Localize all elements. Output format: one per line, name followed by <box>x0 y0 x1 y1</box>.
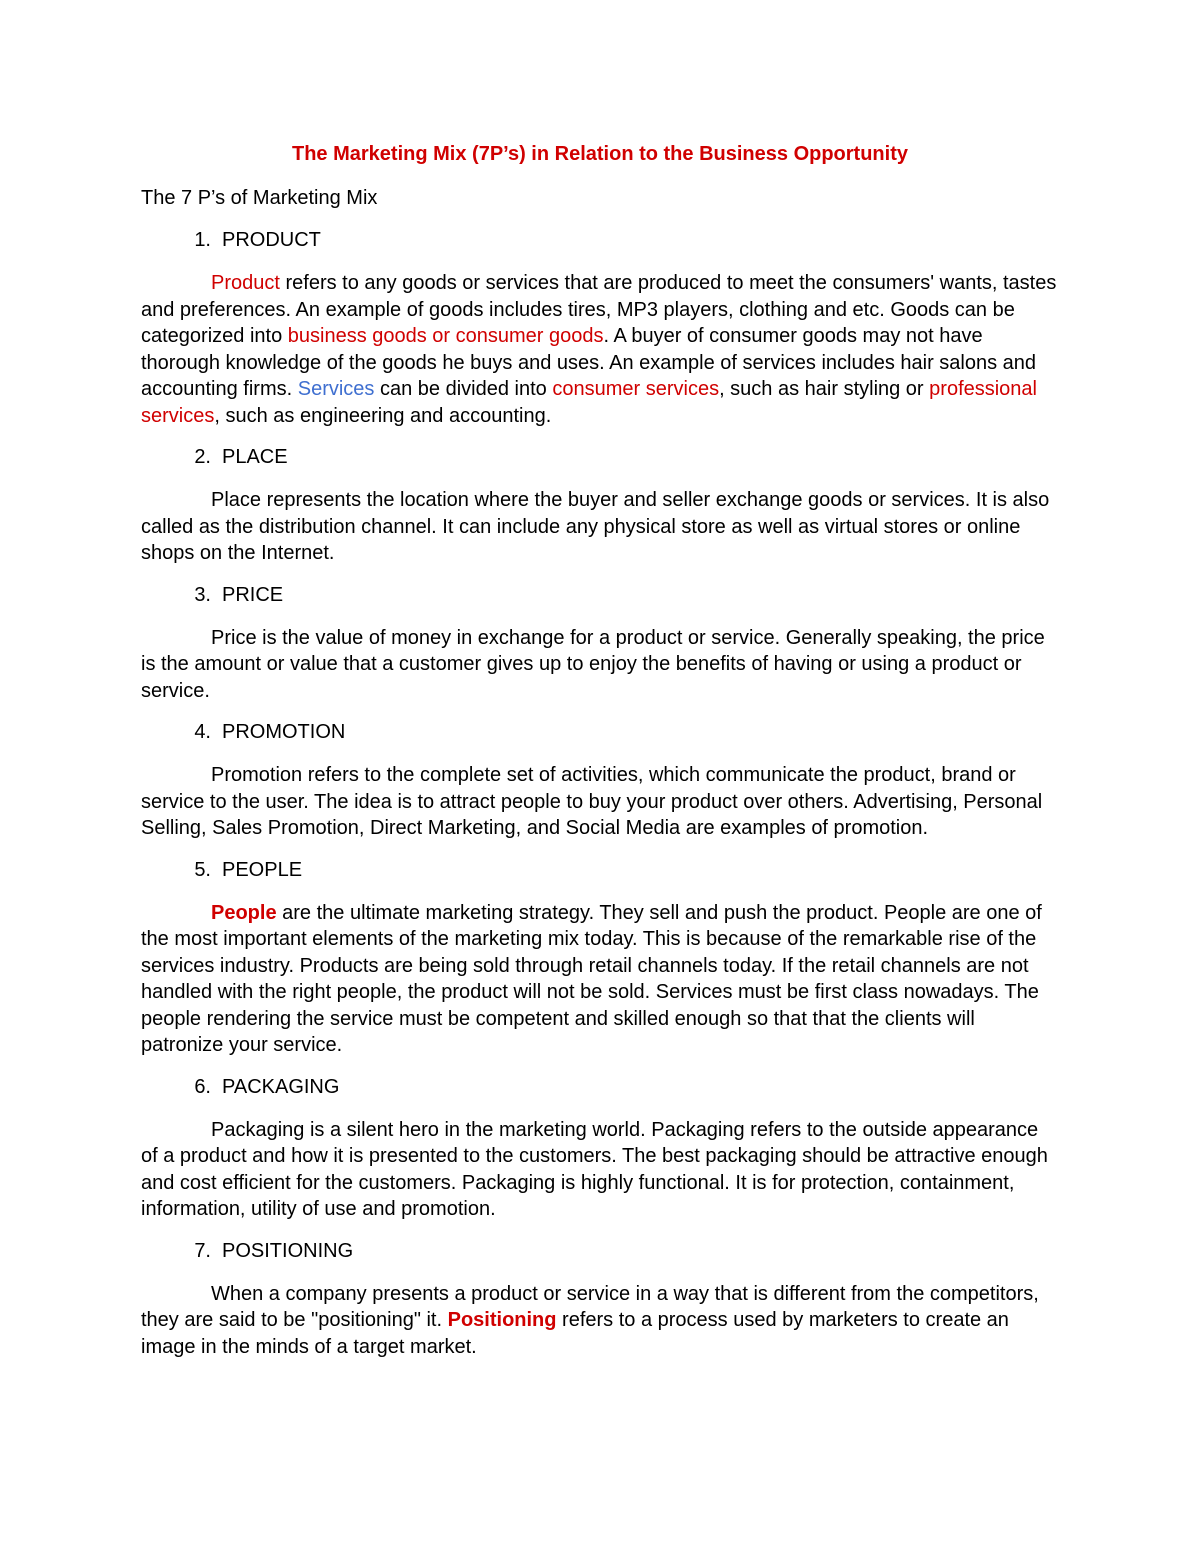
section-number: 4. <box>194 721 211 743</box>
section-number: 1. <box>194 229 211 251</box>
section-heading <box>141 720 1059 744</box>
section-heading-text: PLACE <box>222 446 288 468</box>
paragraph-text: can be divided into <box>374 378 553 400</box>
section-people <box>141 858 1059 1059</box>
term-highlight: consumer services <box>552 378 720 400</box>
section-positioning <box>141 1239 1059 1361</box>
section-number: 6. <box>194 1075 211 1098</box>
section-heading <box>141 1075 1059 1099</box>
section-number: 5. <box>194 858 211 881</box>
section-place <box>141 445 1059 567</box>
section-heading-text: POSITIONING <box>222 1239 354 1262</box>
section-paragraph <box>141 900 1059 1059</box>
paragraph-text: are the ultimate marketing strategy. They sell and push the product. People are one of the most important elements of the marketing mix today. This is because of the remarkable rise of the services industry. Products are being sold through retail channels today. If the retail channels are not handled with the right people, the product will not be sold. Services must be first class nowadays. The people rendering the service must be competent and skilled enough so that that the clients will patronize your service. <box>141 901 1042 1056</box>
section-paragraph <box>141 487 1059 567</box>
section-paragraph <box>141 270 1059 429</box>
section-heading-text: PRICE <box>222 583 284 606</box>
paragraph-text: , such as engineering and accounting. <box>214 404 552 427</box>
term-highlight: business goods or consumer goods <box>287 325 604 347</box>
section-heading <box>141 858 1059 882</box>
section-heading-text: PACKAGING <box>222 1075 340 1098</box>
term-highlight: Product <box>211 272 280 294</box>
paragraph-text: Promotion refers to the complete set of activities, which communicate the product, brand or service to the user. The idea is to attract people to buy your product over others. Advertising, Personal Selling, Sales Promotion, Direct Marketing, and Social Media are examples of promotion. <box>141 764 1043 839</box>
term-highlight: People <box>211 901 277 924</box>
section-heading-text: PEOPLE <box>222 858 303 881</box>
section-heading <box>141 445 1059 469</box>
section-number: 2. <box>194 446 211 468</box>
paragraph-text: Price is the value of money in exchange for a product or service. Generally speaking, the price is the amount or value that a customer gives up to enjoy the benefits of having or using a product or service. <box>141 626 1045 702</box>
section-packaging <box>141 1075 1059 1223</box>
term-highlight: Services <box>297 378 375 400</box>
term-highlight: Positioning <box>447 1309 557 1331</box>
paragraph-text: Packaging is a silent hero in the marketing world. Packaging refers to the outside appearance of a product and how it is presented to the customers. The best packaging should be attractive enough and cost efficient for the customers. Packaging is highly functional. It is for protection, containment, information, utility of use and promotion. <box>141 1118 1048 1220</box>
section-paragraph <box>141 625 1059 705</box>
section-heading <box>141 228 1059 252</box>
section-heading-text: PROMOTION <box>222 721 346 743</box>
paragraph-text: refers to a process used by marketers to create an image in the minds of a target market. <box>141 1309 1009 1358</box>
section-number: 3. <box>194 583 211 606</box>
section-product <box>141 228 1059 429</box>
section-paragraph <box>141 1117 1059 1223</box>
section-heading-text: PRODUCT <box>222 229 321 251</box>
paragraph-text: refers to any goods or services that are produced to meet the consumers' wants, tastes and preferences. An example of goods includes tires, MP3 players, clothing and etc. Goods can be categorized into <box>141 272 1057 347</box>
section-heading <box>141 583 1059 607</box>
section-price <box>141 583 1059 705</box>
section-paragraph <box>141 762 1059 842</box>
document-title: The Marketing Mix (7P’s) in Relation to the Business Opportunity <box>292 143 908 165</box>
section-paragraph <box>141 1281 1059 1361</box>
term-highlight: professional services <box>141 378 1037 427</box>
paragraph-text: When a company presents a product or service in a way that is different from the competitors, they are said to be "positioning" it. <box>141 1282 1039 1331</box>
section-heading <box>141 1239 1059 1263</box>
paragraph-text: . A buyer of consumer goods may not have thorough knowledge of the goods he buys and uses. An example of services includes hair salons and accounting firms. <box>141 325 1037 400</box>
section-promotion <box>141 720 1059 842</box>
paragraph-text: , such as hair styling or <box>719 378 930 400</box>
section-number: 7. <box>194 1239 211 1262</box>
document-subtitle: The 7 P’s of Marketing Mix <box>141 187 378 209</box>
paragraph-text: Place represents the location where the buyer and seller exchange goods or services. It is also called as the distribution channel. It can include any physical store as well as virtual stores or online shops on the Internet. <box>141 489 1050 564</box>
